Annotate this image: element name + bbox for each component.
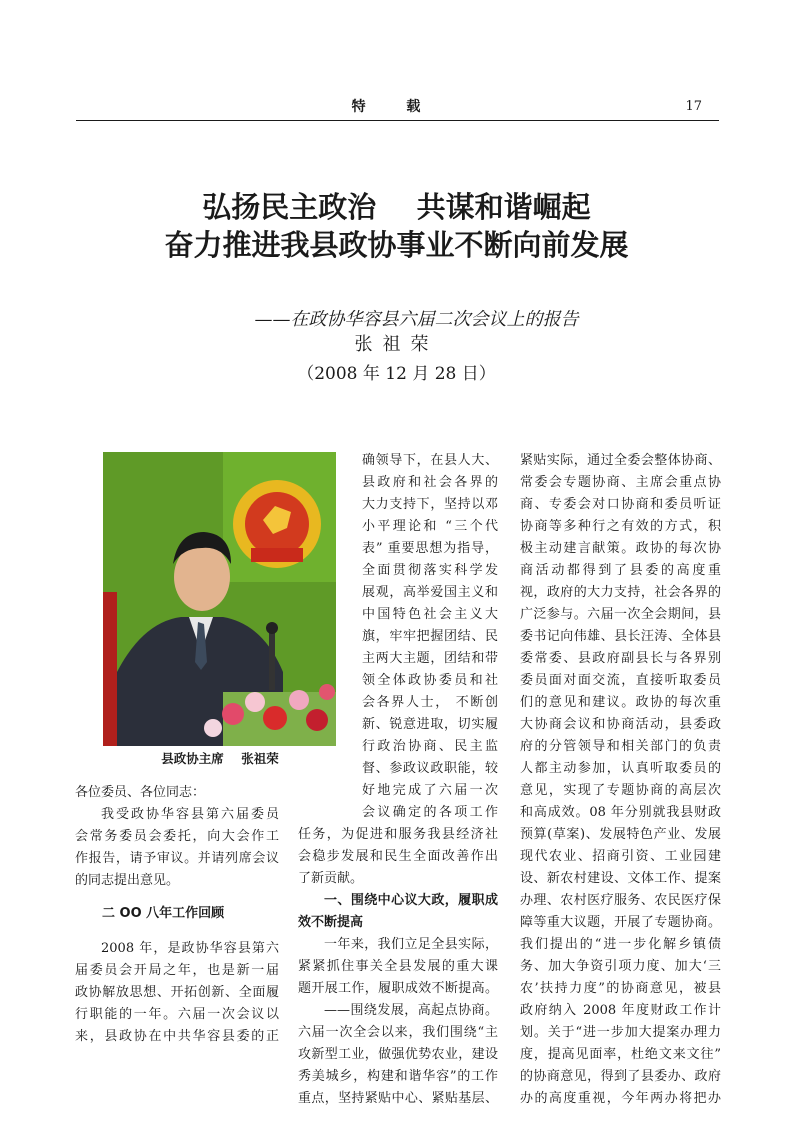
paragraph-line: 委常委、县政府副县长与各界别 [520, 651, 721, 666]
paragraph-line: 政府纳入 2008 年度财政工作计 [520, 1003, 721, 1018]
section-subheading: 一、围绕中心议大政，履职成 [324, 893, 498, 908]
paragraph-line: 大力支持下，坚持以邓 [362, 497, 498, 512]
paragraph-line: 来，县政协在中共华容县委的正 [75, 1029, 279, 1044]
article-title-line-2: 奋力推进我县政协事业不断向前发展 [164, 228, 629, 262]
paragraph-line: 中国特色社会主义大 [362, 607, 498, 622]
paragraph-line: 一年来，我们立足全县实际， [324, 937, 498, 952]
column-2-narrow [362, 450, 498, 824]
paragraph-line: 会议确定的各项工作 [362, 805, 498, 820]
paragraph-line: 预算(草案)、发展特色产业、发展 [520, 827, 721, 842]
paragraph-line: 全面贯彻落实科学发 [362, 563, 498, 578]
paragraph-line: 设、新农村建设、文体工作、提案 [520, 871, 721, 886]
paragraph-line: 的协商意见，得到了县委办、政府 [520, 1069, 721, 1084]
paragraph-line: ——围绕发展，高起点协商。 [324, 1003, 498, 1018]
greeting: 各位委员、各位同志： [75, 785, 206, 800]
paragraph-line: 展观，高举爱国主义和 [362, 585, 498, 600]
page-number: 17 [685, 99, 702, 114]
header-divider [76, 120, 719, 121]
paragraph-line: 任务，为促进和服务我县经济社 [298, 827, 498, 842]
speaker-photo-drawing [103, 452, 336, 746]
paragraph-line: 主两大主题，团结和带 [362, 651, 498, 666]
paragraph-line: 们的意见和建议。政协的每次重 [520, 695, 721, 710]
paragraph-line: 行政治协商、民主监 [362, 739, 498, 754]
paragraph-line: 2008 年，是政协华容县第六 [101, 941, 279, 956]
paragraph-line: 六届一次全会以来，我们围绕“主 [298, 1025, 498, 1040]
paragraph-line: 紧紧抓住事关全县发展的重大课 [298, 959, 498, 974]
column-1-top [75, 782, 279, 892]
paragraph-line: 会常务委员会委托，向大会作工 [75, 829, 279, 844]
paragraph-line: 新、锐意进取，切实履 [362, 717, 498, 732]
paragraph-line: 极主动建言献策。政协的每次协 [520, 541, 721, 556]
paragraph-line: 攻新型工业，做强优势农业，建设 [298, 1047, 498, 1062]
paragraph-line: 届委员会开局之年，也是新一届 [75, 963, 279, 978]
paragraph-line: 视，政府的大力支持，社会各界的 [520, 585, 721, 600]
paragraph-line: 作报告，请予审议。并请列席会议 [75, 851, 279, 866]
paragraph-line: 大协商会议和协商活动，县委政 [520, 717, 721, 732]
paragraph-line: 秀美城乡，构建和谐华容”的工作 [298, 1069, 498, 1084]
paragraph-line: 和高成效。08 年分别就我县财政 [520, 805, 721, 820]
section-subheading: 效不断提高 [298, 915, 364, 930]
paragraph-line: 常委会专题协商、主席会重点协 [520, 475, 721, 490]
paragraph-line: 意见，实现了专题协商的高层次 [520, 783, 721, 798]
paragraph-line: 务、加大争资引项力度、加大‘三 [520, 959, 721, 974]
column-2-wide [298, 824, 498, 1110]
paragraph-line: 划。关于“进一步加大提案办理力 [520, 1025, 721, 1040]
speaker-photo [103, 452, 336, 746]
paragraph-line: 府的分管领导和相关部门的负责 [520, 739, 721, 754]
paragraph-line: 委员面对面交流，直接听取委员 [520, 673, 721, 688]
photo-caption: 县政协主席 张祖荣 [161, 751, 279, 766]
paragraph-line: 会稳步发展和民生全面改善作出 [298, 849, 498, 864]
section-heading: 二 OO 八年工作回顾 [102, 906, 225, 921]
paragraph-line: 障等重大议题，开展了专题协商。 [520, 915, 721, 930]
paragraph-line: 商活动都得到了县委的高度重 [520, 563, 721, 578]
paragraph-line: 会各界人士， 不断创 [362, 695, 498, 710]
paragraph-line: 紧贴实际，通过全委会整体协商、 [520, 453, 721, 468]
paragraph-line: 现代农业、招商引资、工业园建 [520, 849, 721, 864]
paragraph-line: 领全体政协委员和社 [362, 673, 498, 688]
paragraph-line: 旗，牢牢把握团结、民 [362, 629, 498, 644]
paragraph-line: 广泛参与。六届一次全会期间，县 [520, 607, 721, 622]
report-date: （2008 年 12 月 28 日） [297, 364, 496, 384]
paragraph-line: 度，提高见面率，杜绝文来文往” [520, 1047, 721, 1062]
report-subtitle: ——在政协华容县六届二次会议上的报告 [254, 309, 579, 330]
paragraph-line: 行职能的一年。六届一次会议以 [75, 1007, 279, 1022]
paragraph-line: 我们提出的“进一步化解乡镇债 [520, 937, 721, 952]
paragraph-line: 了新贡献。 [298, 871, 364, 886]
paragraph-line: 确领导下，在县人大、 [362, 453, 498, 468]
paragraph-line: 农’扶持力度”的协商意见，被县 [520, 981, 721, 996]
article-title-line-1: 弘扬民主政治 共谋和谐崛起 [202, 190, 591, 224]
paragraph-line: 办理、农村医疗服务、农民医疗保 [520, 893, 721, 908]
paragraph-line: 重点，坚持紧贴中心、紧贴基层、 [298, 1091, 498, 1106]
paragraph-line: 题开展工作，履职成效不断提高。 [298, 981, 498, 996]
column-3 [520, 450, 721, 1110]
paragraph-line: 督、参政议政职能，较 [362, 761, 498, 776]
paragraph-line: 小平理论和 “三个代 [362, 519, 498, 534]
paragraph-line: 县政府和社会各界的 [362, 475, 498, 490]
paragraph-line: 政协解放思想、开拓创新、全面履 [75, 985, 279, 1000]
paragraph-line: 我受政协华容县第六届委员 [101, 807, 279, 822]
paragraph-line: 办的高度重视，今年两办将把办 [520, 1091, 721, 1106]
section-label: 特 载 [351, 99, 439, 115]
column-1-bottom [75, 938, 279, 1048]
paragraph-line: 好地完成了六届一次 [362, 783, 498, 798]
paragraph-line: 协商等多种行之有效的方式，积 [520, 519, 721, 534]
paragraph-line: 委书记向伟雄、县长汪涛、全体县 [520, 629, 721, 644]
paragraph-line: 表” 重要思想为指导， [362, 541, 498, 556]
paragraph-line: 人都主动参加，认真听取委员的 [520, 761, 721, 776]
author-name: 张祖荣 [354, 334, 439, 355]
paragraph-line: 商、专委会对口协商和委员听证 [520, 497, 721, 512]
paragraph-line: 的同志提出意见。 [75, 873, 180, 888]
